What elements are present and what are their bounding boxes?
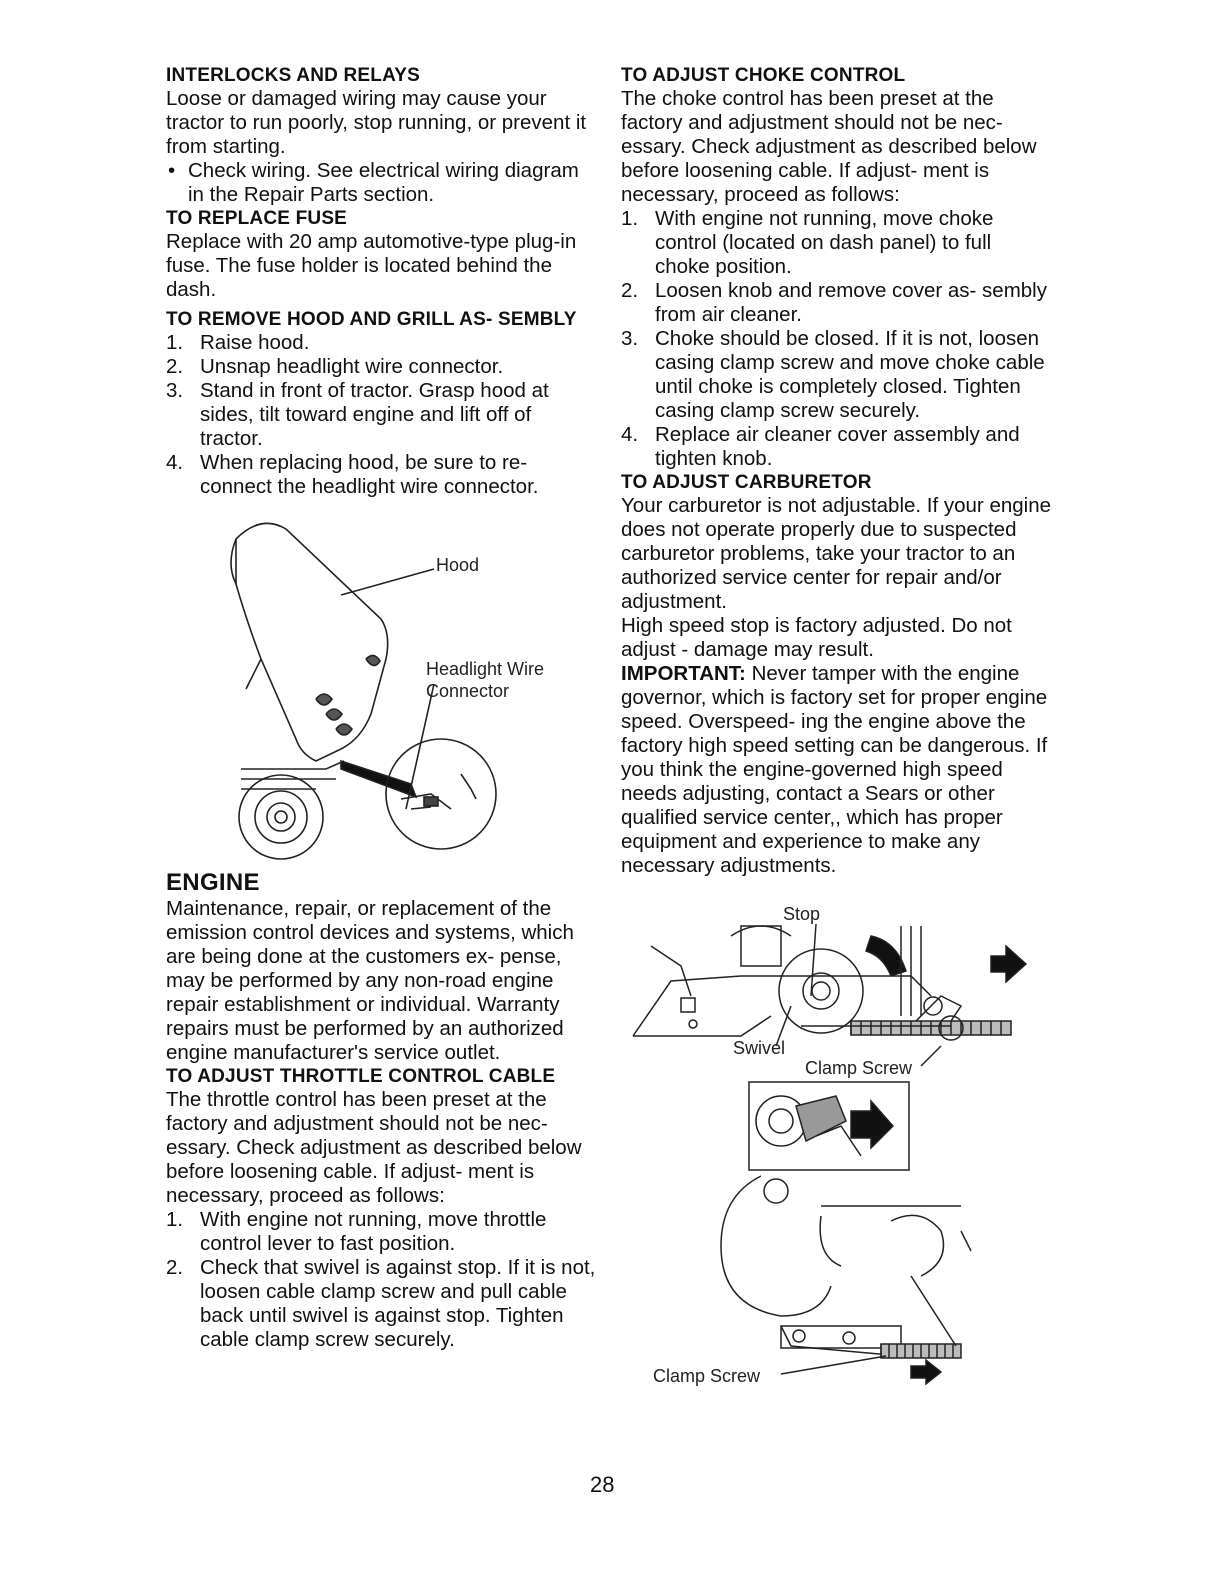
carburetor-figure — [621, 886, 1051, 1426]
interlocks-bullets — [166, 159, 596, 207]
choke-steps — [621, 207, 1051, 471]
hood-figure — [166, 499, 596, 869]
carburetor-body-2: High speed stop is factory adjusted. Do not adjust - damage may result. — [621, 614, 1012, 661]
interlocks-bullet: • Check wiring. See electrical wiring diagram in the Repair Parts section. — [168, 159, 579, 206]
engine-heading: ENGINE — [166, 869, 260, 896]
hood-heading: TO REMOVE HOOD AND GRILL AS- SEMBLY — [166, 309, 577, 330]
carburetor-body-1: Your carburetor is not adjustable. If your engine does not operate properly due to suspected carburetor problems, take your tractor to an authorized service center for repair and/or adjustment. — [621, 494, 1052, 613]
list-item: 2. Unsnap headlight wire connector. — [166, 355, 504, 378]
throttle-heading: TO ADJUST THROTTLE CONTROL CABLE — [166, 1066, 556, 1087]
fuse-body: Replace with 20 amp automotive-type plug-in fuse. The fuse holder is located behind the dash. — [166, 230, 577, 301]
list-item: 4. Replace air cleaner cover assembly and tighten knob. — [621, 423, 1020, 470]
carburetor-heading: TO ADJUST CARBURETOR — [621, 472, 872, 493]
connector-label: Connector — [426, 681, 510, 701]
list-item: 4. When replacing hood, be sure to re- connect the headlight wire connector. — [166, 451, 539, 498]
choke-heading: TO ADJUST CHOKE CONTROL — [621, 65, 906, 86]
list-item: 1. With engine not running, move choke control (located on dash panel) to full choke position. — [621, 207, 994, 278]
list-item: 2. Loosen knob and remove cover as- sembly from air cleaner. — [621, 279, 1047, 326]
clamp-screw-label-top: Clamp Screw — [805, 1058, 913, 1078]
stop-label: Stop — [783, 904, 821, 924]
important-text: Never tamper with the engine governor, which is factory set for proper engine speed. Overspeed- ing the engine above the factory high speed setting can be dangerous. If you think the engine-governed high speed needs adjusting, contact a Sears or other qualified service center,, which has proper equipment and experience to make any necessary adjustments. — [621, 662, 1048, 877]
important-label: IMPORTANT: — [621, 662, 746, 685]
hood-illustration — [166, 499, 596, 869]
throttle-steps — [166, 1208, 596, 1352]
hood-label: Hood — [436, 555, 480, 575]
page-number: 28 — [590, 1472, 615, 1497]
left-column — [166, 64, 596, 1352]
clamp-screw-label-bottom: Clamp Screw — [653, 1366, 761, 1386]
engine-body: Maintenance, repair, or replacement of the emission control devices and systems, which are being done at the customers ex- pense, may be performed by any non-road engine repair establishment or individual. Warranty repairs must be performed by an authorized engine manufacturer's service outlet. — [166, 897, 574, 1064]
hood-steps — [166, 331, 596, 499]
list-item: 1. Raise hood. — [166, 331, 310, 354]
important-note — [621, 662, 1051, 878]
interlocks-heading: INTERLOCKS AND RELAYS — [166, 65, 421, 86]
carburetor-illustration — [621, 886, 1051, 1426]
list-item: 3. Choke should be closed. If it is not, loosen casing clamp screw and move choke cable until choke is completely closed. Tighten casing clamp screw securely. — [621, 327, 1045, 422]
fuse-heading: TO REPLACE FUSE — [166, 208, 348, 229]
right-column — [621, 64, 1051, 1426]
headlight-wire-label: Headlight Wire — [426, 659, 545, 679]
throttle-body: The throttle control has been preset at the factory and adjustment should not be nec- essary. Check adjustment as described below before loosening cable. If adjust- ment is necessary, proceed as follows: — [166, 1088, 582, 1207]
list-item: 2. Check that swivel is against stop. If it is not, loosen cable clamp screw and pull cable back until swivel is against stop. Tighten cable clamp screw securely. — [166, 1256, 596, 1351]
choke-body: The choke control has been preset at the factory and adjustment should not be nec- essary. Check adjustment as described below before loosening cable. If adjust- ment is necessary, proceed as follows: — [621, 87, 1037, 206]
list-item: 3. Stand in front of tractor. Grasp hood at sides, tilt toward engine and lift off of tractor. — [166, 379, 549, 450]
interlocks-body: Loose or damaged wiring may cause your tractor to run poorly, stop running, or prevent it from starting. — [166, 87, 587, 158]
swivel-label: Swivel — [733, 1038, 786, 1058]
list-item: 1. With engine not running, move throttle control lever to fast position. — [166, 1208, 547, 1255]
